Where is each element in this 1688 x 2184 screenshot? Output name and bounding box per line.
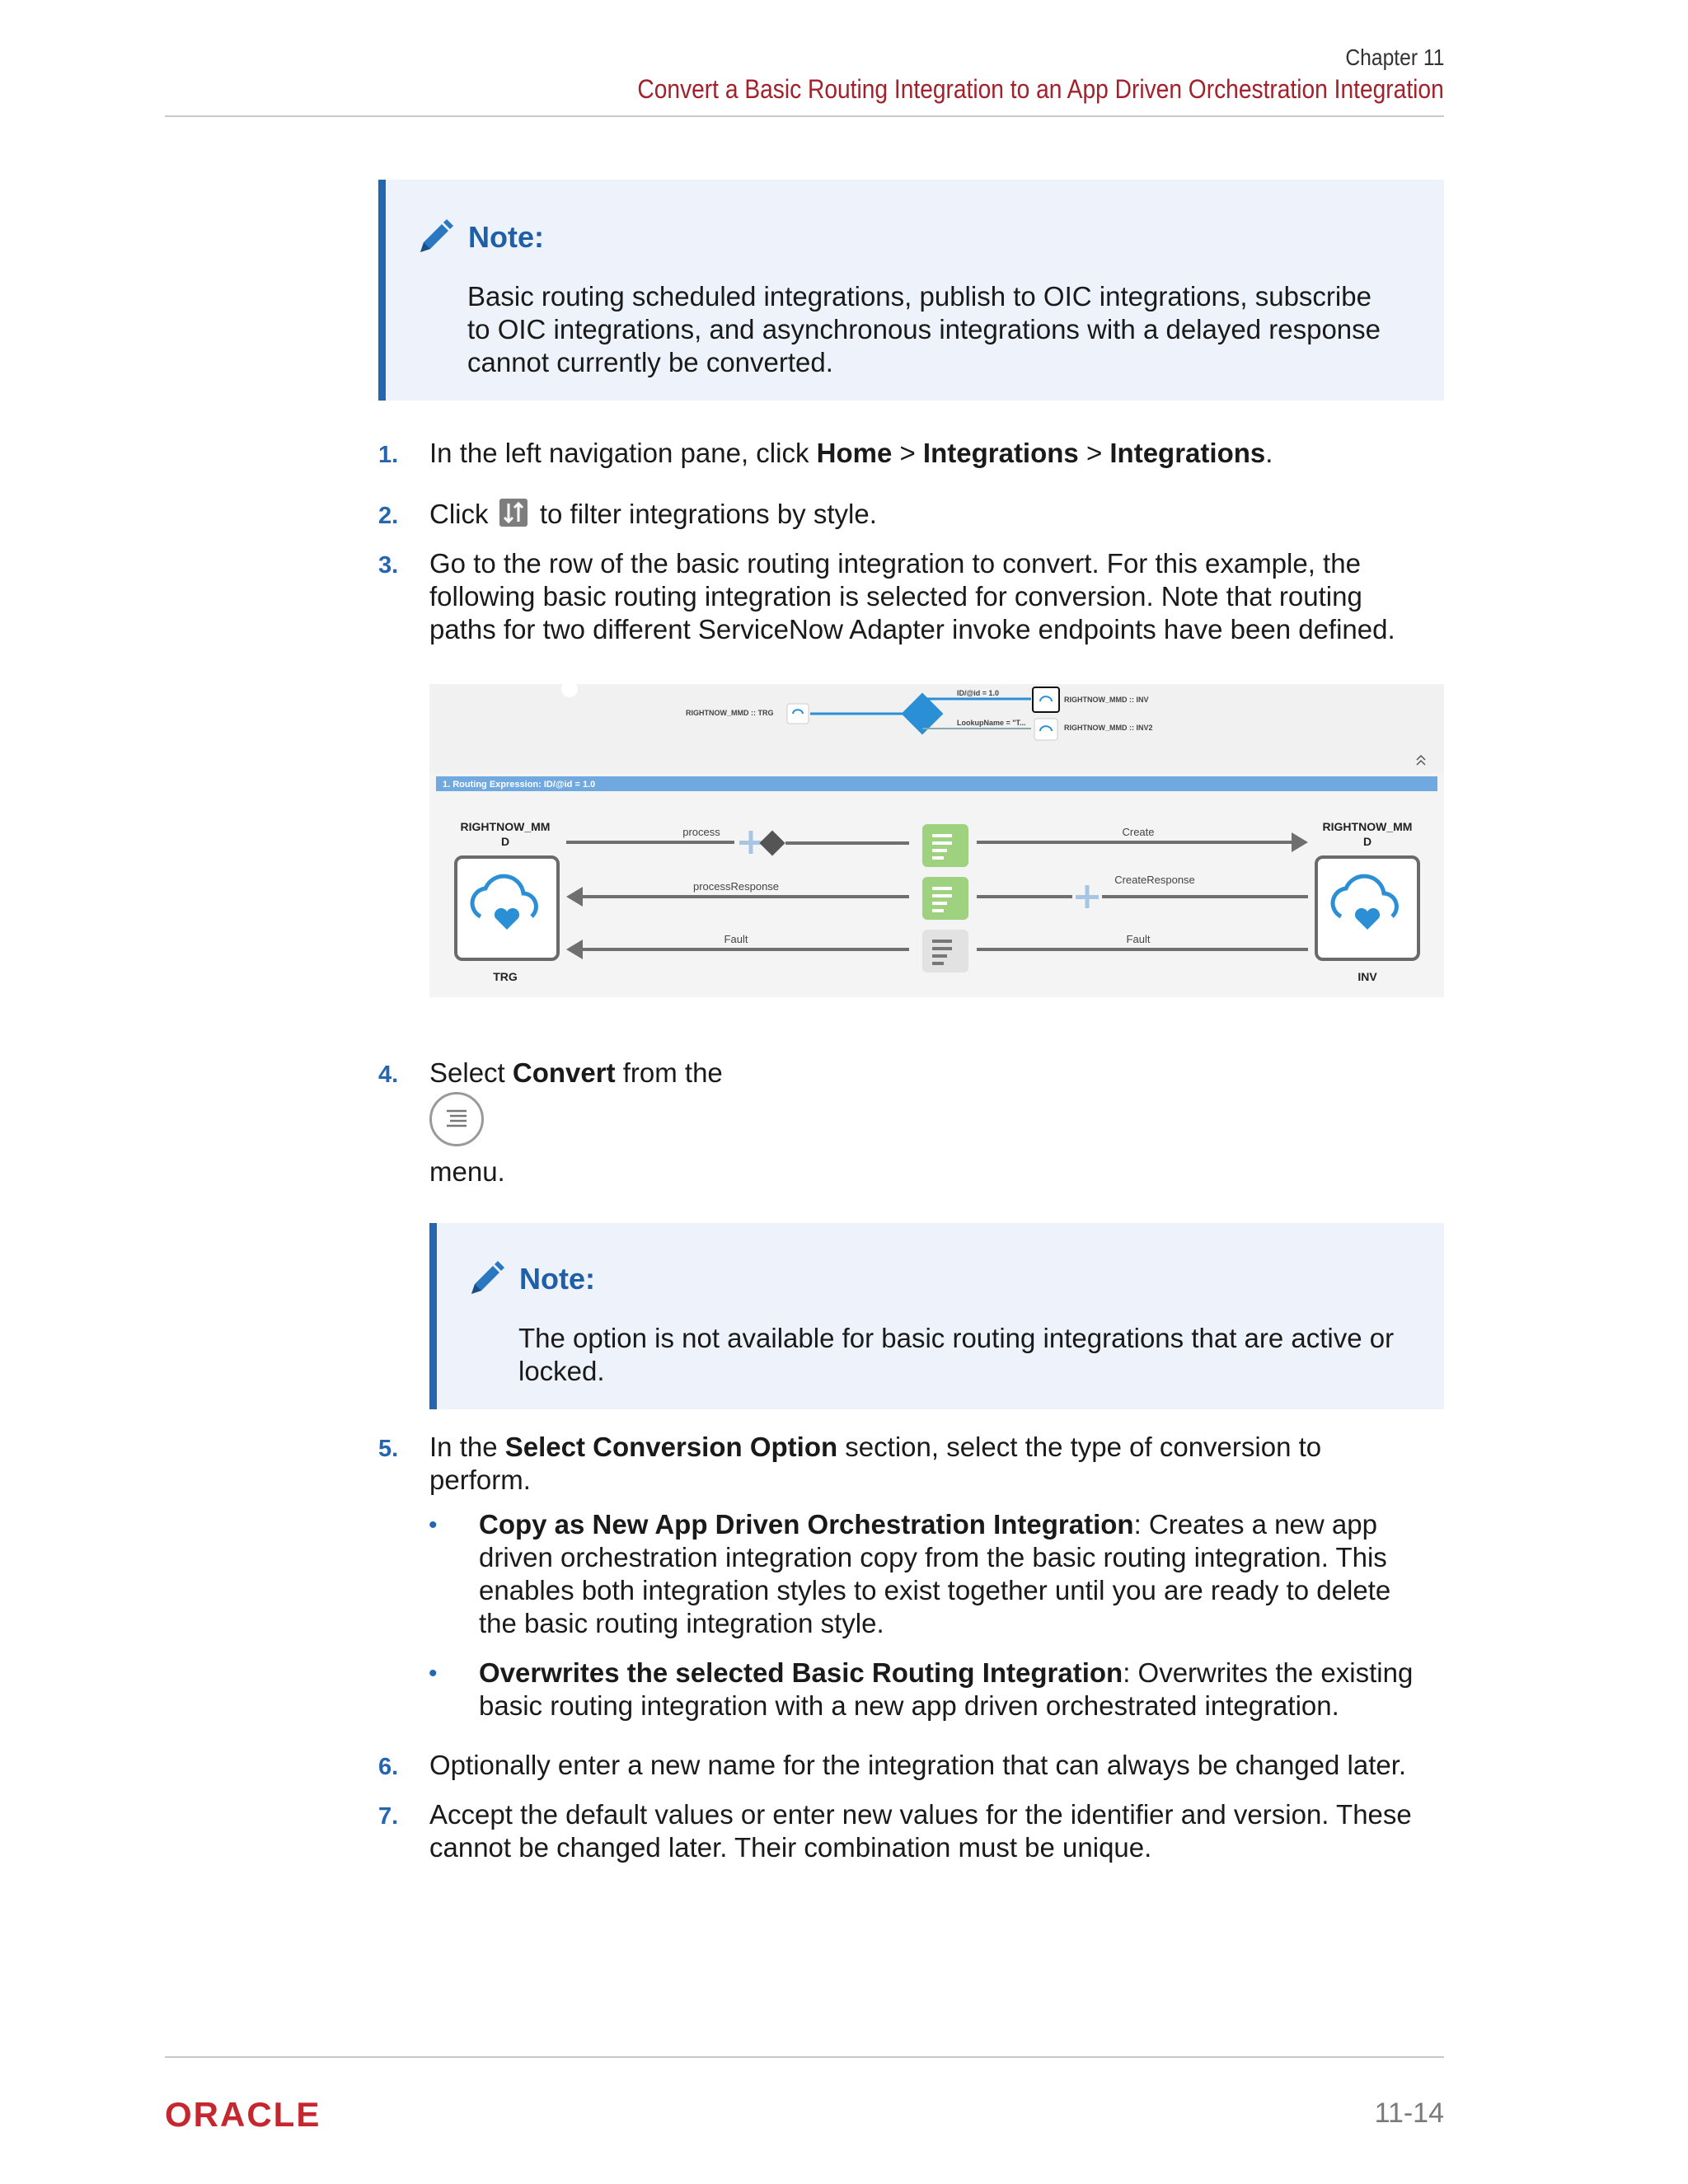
step-4-tail: menu. <box>429 1156 505 1187</box>
note-line: The option is not available for basic routing integrations that are active or <box>518 1323 1395 1353</box>
step-3-text: Go to the row of the basic routing integration to convert. For this example, the following basic routing integration is selected for conversion. Note that routing paths for two different ServiceNow Adapter invoke endpoints have been defined. <box>429 548 1395 644</box>
route-expression-2[interactable]: LookupName = "T... <box>957 719 1026 727</box>
note-box-1 <box>378 180 1444 401</box>
step-2-text: Click to filter integrations by style. <box>429 499 877 529</box>
trg-label: TRG <box>493 970 518 983</box>
step-number: 6. <box>378 1754 399 1780</box>
bullet-dot: • <box>429 1660 438 1687</box>
note-line: cannot currently be converted. <box>467 347 833 377</box>
right-endpoint-name: D <box>1362 835 1372 848</box>
route-expression-1[interactable]: ID/@id = 1.0 <box>957 689 1000 697</box>
step-number: 1. <box>378 442 399 468</box>
chapter-label: Chapter 11 <box>1344 45 1444 70</box>
inv-label: INV <box>1357 970 1377 983</box>
note-line: Basic routing scheduled integrations, publish to OIC integrations, subscribe <box>467 281 1372 312</box>
left-endpoint-name: D <box>500 835 510 848</box>
routing-expression-text: 1. Routing Expression: ID/@id = 1.0 <box>443 780 596 790</box>
note-box-2 <box>429 1223 1444 1409</box>
create-label: Create <box>1122 826 1155 838</box>
oracle-logo: ORACLE <box>165 2095 321 2134</box>
hamburger-menu-icon[interactable] <box>429 1092 484 1146</box>
chapter-title: Convert a Basic Routing Integration to an App Driven Orchestration Integration <box>637 74 1444 104</box>
fault-left-label: Fault <box>724 933 748 945</box>
page-number: 11-14 <box>1374 2097 1444 2129</box>
bullet-dot: • <box>429 1511 438 1539</box>
trg-label-top: RIGHTNOW_MMD :: TRG <box>686 709 774 717</box>
note-line: to OIC integrations, and asynchronous integrations with a delayed response <box>467 314 1381 344</box>
step-4-text: Select Convert from the <box>429 1057 723 1088</box>
note-line: locked. <box>518 1356 605 1386</box>
routing-diagram <box>429 684 1444 997</box>
note-label: Note: <box>519 1262 595 1296</box>
step-5-text: In the Select Conversion Option section, select the type of conversion to perform. <box>429 1432 1322 1495</box>
step-6-text: Optionally enter a new name for the integration that can always be changed later. <box>429 1750 1407 1780</box>
mapper-icon[interactable] <box>922 877 968 920</box>
inv2-label-top: RIGHTNOW_MMD :: INV2 <box>1064 724 1153 732</box>
mapper-icon[interactable] <box>922 930 968 972</box>
step-number: 7. <box>378 1803 399 1830</box>
inv-mini-box[interactable] <box>1033 687 1059 712</box>
trg-mini-box <box>787 704 809 724</box>
step-number: 3. <box>378 552 399 579</box>
process-response-label: processResponse <box>692 880 780 893</box>
process-label: process <box>682 826 720 838</box>
inv-label-top: RIGHTNOW_MMD :: INV <box>1064 696 1149 704</box>
step-1-text: In the left navigation pane, click Home > Integrations > Integrations. <box>429 438 1273 468</box>
bullet-2-text: Overwrites the selected Basic Routing Integration: Overwrites the existing basic routing integration with a new app driven orchestrated integration. <box>479 1657 1414 1721</box>
note-label: Note: <box>468 220 544 254</box>
left-endpoint-name: RIGHTNOW_MM <box>460 820 551 833</box>
bullet-1-text: Copy as New App Driven Orchestration Integration: Creates a new app driven orchestration integration copy from the basic routing integration. This enables both integration styles to exist together until you are ready to delete the basic routing integration style. <box>479 1509 1391 1638</box>
right-endpoint-name: RIGHTNOW_MM <box>1322 820 1413 833</box>
fault-right-label: Fault <box>1126 933 1151 945</box>
filter-icon[interactable] <box>499 499 528 527</box>
step-7-text: Accept the default values or enter new values for the identifier and version. These cannot be changed later. Their combination must be unique. <box>429 1799 1412 1863</box>
pencil-icon <box>417 219 455 255</box>
mapper-icon[interactable] <box>922 824 968 867</box>
create-response-label: CreateResponse <box>1114 874 1195 886</box>
step-number: 5. <box>378 1436 399 1462</box>
pencil-icon <box>468 1261 506 1297</box>
step-number: 4. <box>378 1062 399 1088</box>
step-number: 2. <box>378 503 399 529</box>
note-text <box>467 280 1381 379</box>
note-text <box>518 1322 1394 1388</box>
footer-divider <box>165 2056 1444 2058</box>
inv2-mini-box[interactable] <box>1034 719 1057 740</box>
header-divider <box>165 115 1444 117</box>
